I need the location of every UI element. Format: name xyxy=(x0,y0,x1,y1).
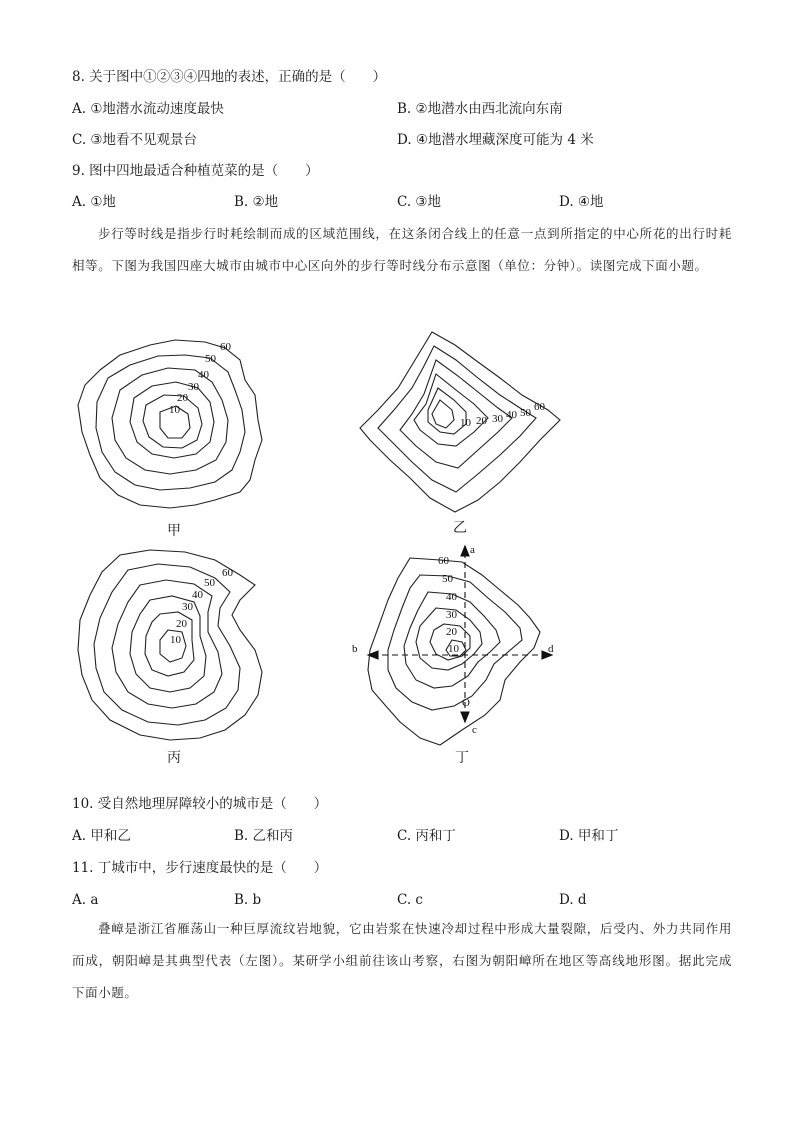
direction-label-a: a xyxy=(470,544,475,556)
ding-label-40: 40 xyxy=(446,591,457,603)
direction-label-c: c xyxy=(472,724,477,736)
ding-label-60: 60 xyxy=(438,555,449,567)
yi-label-30: 30 xyxy=(492,413,503,425)
q11-option-b: B. b xyxy=(234,892,262,908)
yi-label-60: 60 xyxy=(534,401,545,413)
yi-label-40: 40 xyxy=(506,409,517,421)
q10-option-c: C. 丙和丁 xyxy=(397,828,456,844)
yi-label-20: 20 xyxy=(476,415,487,427)
ding-label-50: 50 xyxy=(442,573,453,585)
q11-option-d: D. d xyxy=(559,892,587,908)
q8-stem: 8. 关于图中①②③④四地的表述，正确的是（ ） xyxy=(72,69,387,85)
center-label-o: O xyxy=(462,697,470,709)
q10-option-b: B. 乙和丙 xyxy=(234,828,294,844)
q11-option-a: A. a xyxy=(72,892,99,908)
yi-label-10: 10 xyxy=(460,417,471,429)
q10-option-a: A. 甲和乙 xyxy=(72,828,131,844)
q11-option-c: C. c xyxy=(397,892,423,908)
q8-option-c: C. ③地看不见观景台 xyxy=(72,132,198,148)
q9-option-a: A. ①地 xyxy=(72,194,116,210)
q8-option-d: D. ④地潜水埋藏深度可能为 4 米 xyxy=(397,132,594,148)
city-label-bing: 丙 xyxy=(167,750,181,766)
city-label-jia: 甲 xyxy=(167,523,181,539)
jia-label-10: 10 xyxy=(169,404,180,416)
bing-label-60: 60 xyxy=(222,567,233,579)
q9-option-c: C. ③地 xyxy=(397,194,442,210)
walking-passage: 步行等时线是指步行时耗绘制而成的区域范围线，在这条闭合线上的任意一点到所指定的中心所花的出行时耗相等。下图为我国四座大城市由城市中心区向外的步行等时线分布示意图（单位：分钟）。读图完成下面小题。 xyxy=(72,226,732,273)
jia-label-30: 30 xyxy=(188,381,199,393)
q8-option-a: A. ①地潜水流动速度最快 xyxy=(72,101,224,117)
q9-option-b: B. ②地 xyxy=(234,194,279,210)
q8-option-b: B. ②地潜水由西北流向东南 xyxy=(397,101,563,117)
jia-label-20: 20 xyxy=(177,392,188,404)
bing-label-30: 30 xyxy=(182,601,193,613)
q9-stem: 9. 图中四地最适合种植苋菜的是（ ） xyxy=(72,163,319,179)
q10-stem: 10. 受自然地理屏障较小的城市是（ ） xyxy=(72,796,328,812)
q11-stem: 11. 丁城市中，步行速度最快的是（ ） xyxy=(72,860,328,876)
stack-passage: 叠嶂是浙江省雁荡山一种巨厚流纹岩地貌，它由岩浆在快速冷却过程中形成大量裂隙，后受内、外力共同作用而成，朝阳嶂是其典型代表（左图）。某研学小组前往该山考察，右图为朝阳嶂所在地区等高线地形图。据此完成下面小题。 xyxy=(72,921,732,1000)
jia-label-60: 60 xyxy=(220,341,231,353)
bing-label-50: 50 xyxy=(204,577,215,589)
direction-label-d: d xyxy=(548,643,554,655)
arrow-c xyxy=(461,712,469,722)
ding-label-30: 30 xyxy=(446,609,457,621)
city-label-ding: 丁 xyxy=(455,750,469,766)
city-label-yi: 乙 xyxy=(453,520,467,536)
bing-label-20: 20 xyxy=(176,618,187,630)
jia-label-40: 40 xyxy=(198,369,209,381)
bing-label-40: 40 xyxy=(192,589,203,601)
direction-label-b: b xyxy=(352,643,358,655)
ding-label-10: 10 xyxy=(448,643,459,655)
jia-label-50: 50 xyxy=(205,353,216,365)
q10-option-d: D. 甲和丁 xyxy=(559,828,619,844)
q9-option-d: D. ④地 xyxy=(559,194,604,210)
arrow-a xyxy=(461,546,469,556)
ding-label-20: 20 xyxy=(446,626,457,638)
bing-label-10: 10 xyxy=(170,634,181,646)
yi-label-50: 50 xyxy=(520,407,531,419)
